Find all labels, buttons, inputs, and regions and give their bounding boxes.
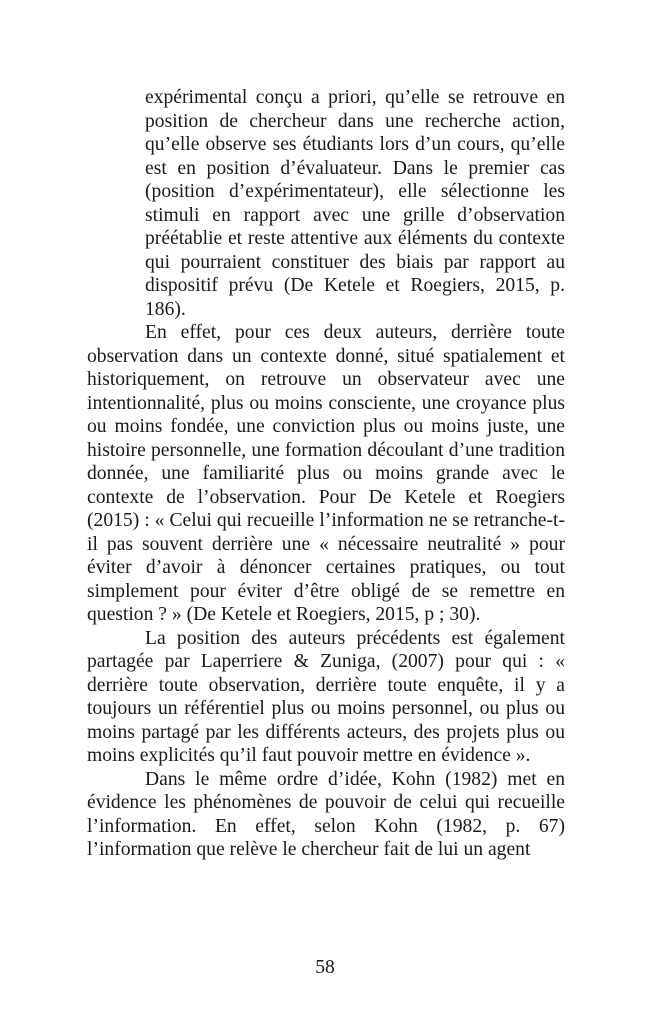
quotation-paragraph: expérimental conçu a priori, qu’elle se retrouve en position de chercheur dans une recherche action, qu’elle observe ses étudiants lors d’un cours, qu’elle est en position d’évaluateur. Dans le premier cas (position d’expérimentateur), elle sélectionne les stimuli en rapport avec une grille d’observation préétablie et reste attentive aux éléments du contexte qui pourraient constituer des biais par rapport au dispositif prévu (De Ketele et Roegiers, 2015, p. 186).: [145, 87, 565, 320]
page-body: [87, 86, 565, 862]
page-number: 58: [315, 957, 335, 978]
body-paragraph-3: Dans le même ordre d’idée, Kohn (1982) met en évidence les phénomènes de pouvoir de celui qui recueille l’information. En effet, selon Kohn (1982, p. 67) l’information que relève le chercheur fait de lui un agent: [87, 768, 565, 860]
body-paragraph-2: La position des auteurs précédents est également partagée par Laperriere & Zuniga, (2007) pour qui : « derrière toute observation, derrière toute enquête, il y a toujours un référentiel plus ou moins personnel, ou plus ou moins partagé par les différents acteurs, des projets plus ou moins explicités qu’il faut pouvoir mettre en évidence ».: [87, 627, 565, 766]
body-paragraph-1: En effet, pour ces deux auteurs, derrière toute observation dans un contexte donné, situé spatialement et historiquement, on retrouve un observateur avec une intentionnalité, plus ou moins consciente, une croyance plus ou moins fondée, une conviction plus ou moins juste, une histoire personnelle, une formation découlant d’une tradition donnée, une familiarité plus ou moins grande avec le contexte de l’observation. Pour De Ketele et Roegiers (2015) : « Celui qui recueille l’information ne se retranche-t-il pas souvent derrière une « nécessaire neutralité » pour éviter d’avoir à dénoncer certaines pratiques, ou tout simplement pour éviter d’être obligé de se remettre en question ? » (De Ketele et Roegiers, 2015, p ; 30).: [87, 322, 565, 625]
